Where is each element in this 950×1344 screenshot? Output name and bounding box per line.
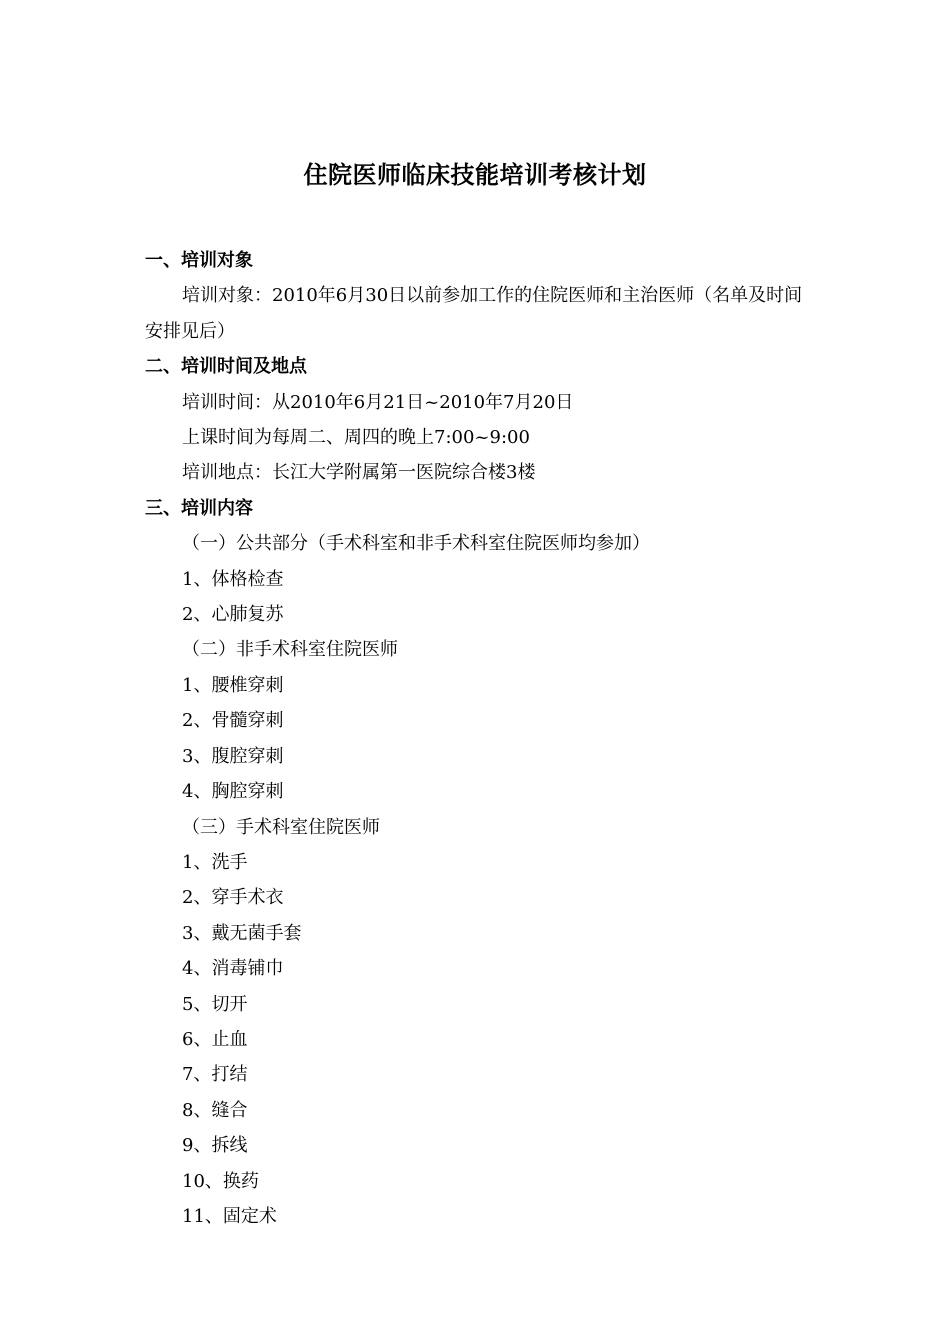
list-item: 1、体格检查 [182,568,284,590]
training-time-text: 培训时间：从2010年6月21日~2010年7月20日 [182,391,574,413]
list-item: 2、穿手术衣 [182,887,284,909]
list-item: 3、戴无菌手套 [182,922,302,944]
document-title: 住院医师临床技能培训考核计划 [303,161,647,189]
training-target-paragraph: 培训对象：2010年6月30日以前参加工作的住院医师和主治医师（名单及时间安排见后） [145,285,803,342]
list-item: 8、缝合 [182,1099,248,1121]
subsection-heading-non-surgical: （二）非手术科室住院医师 [182,639,398,661]
list-item: 10、换药 [182,1170,259,1192]
list-item: 11、固定术 [182,1205,277,1227]
document-body [145,243,810,1234]
list-item: 3、腹腔穿刺 [182,745,284,767]
list-item: 1、腰椎穿刺 [182,674,284,696]
subsection-heading-public: （一）公共部分（手术科室和非手术科室住院医师均参加） [182,533,650,555]
list-item: 1、洗手 [182,851,248,873]
list-item: 7、打结 [182,1064,248,1086]
list-item: 6、止血 [182,1028,248,1050]
class-schedule-text: 上课时间为每周二、周四的晚上7:00~9:00 [182,427,530,449]
list-item: 9、拆线 [182,1135,248,1157]
subsection-heading-surgical: （三）手术科室住院医师 [182,816,380,838]
section-heading-training-target: 一、培训对象 [145,250,253,271]
list-item: 2、骨髓穿刺 [182,710,284,732]
list-item: 5、切开 [182,993,248,1015]
list-item: 4、胸腔穿刺 [182,781,284,803]
training-location-text: 培训地点：长江大学附属第一医院综合楼3楼 [182,462,536,484]
list-item: 4、消毒铺巾 [182,958,284,980]
list-item: 2、心肺复苏 [182,604,284,626]
section-heading-training-content: 三、培训内容 [145,497,253,519]
section-heading-time-location: 二、培训时间及地点 [145,356,307,378]
